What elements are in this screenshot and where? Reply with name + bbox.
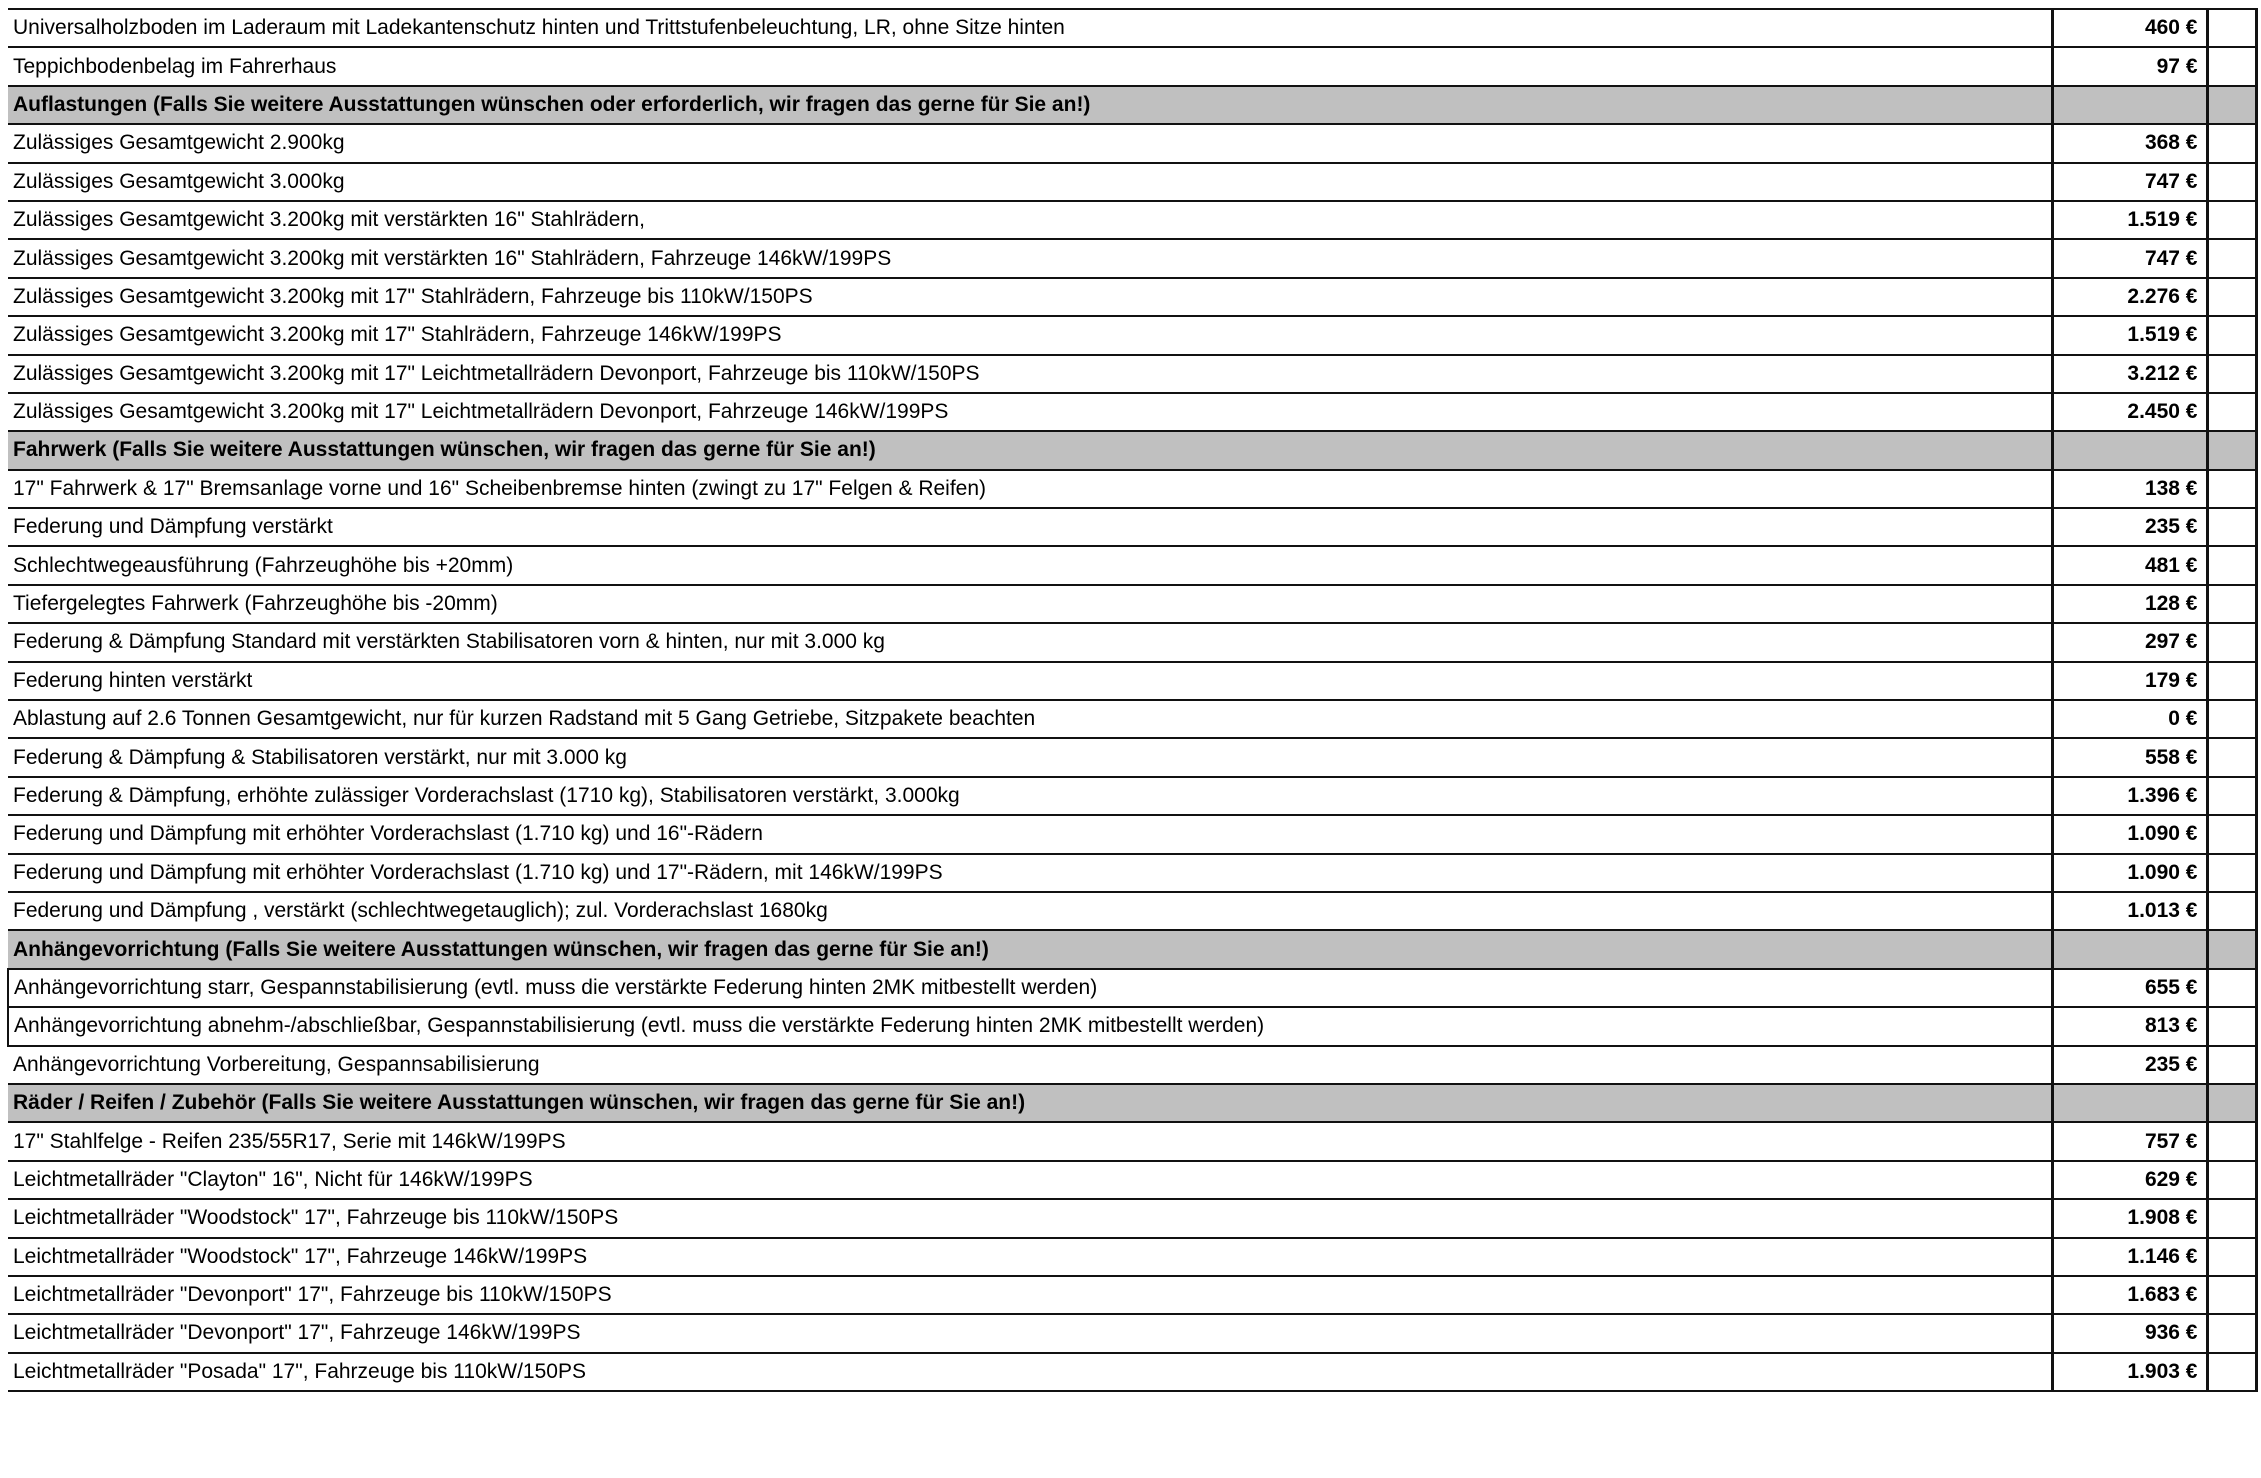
item-price: 128 € <box>2052 585 2207 623</box>
item-description: Leichtmetallräder "Woodstock" 17", Fahrzeuge bis 110kW/150PS <box>8 1199 2052 1237</box>
empty-cell <box>2207 1276 2256 1314</box>
section-header-row <box>8 86 2256 124</box>
table-row <box>8 163 2256 201</box>
empty-cell <box>2207 930 2256 968</box>
item-price: 297 € <box>2052 623 2207 661</box>
empty-cell <box>2207 546 2256 584</box>
item-price: 235 € <box>2052 508 2207 546</box>
item-price: 1.519 € <box>2052 316 2207 354</box>
item-price: 1.903 € <box>2052 1353 2207 1391</box>
item-description: Federung und Dämpfung mit erhöhter Vorderachslast (1.710 kg) und 17"-Rädern, mit 146kW/199PS <box>8 854 2052 892</box>
item-price: 138 € <box>2052 470 2207 508</box>
table-row <box>8 969 2256 1007</box>
item-price: 655 € <box>2052 969 2207 1007</box>
table-row <box>8 124 2256 162</box>
item-price: 368 € <box>2052 124 2207 162</box>
empty-cell <box>2207 9 2256 47</box>
empty-cell <box>2207 585 2256 623</box>
empty-cell <box>2207 163 2256 201</box>
table-row <box>8 393 2256 431</box>
item-description: Federung hinten verstärkt <box>8 662 2052 700</box>
empty-cell <box>2207 316 2256 354</box>
item-price: 179 € <box>2052 662 2207 700</box>
empty-cell <box>2207 1238 2256 1276</box>
empty-cell <box>2207 854 2256 892</box>
table-row <box>8 1238 2256 1276</box>
empty-cell <box>2207 508 2256 546</box>
item-description: Leichtmetallräder "Devonport" 17", Fahrzeuge 146kW/199PS <box>8 1314 2052 1352</box>
item-price: 1.396 € <box>2052 777 2207 815</box>
table-row <box>8 47 2256 85</box>
table-row <box>8 1314 2256 1352</box>
table-row <box>8 1046 2256 1084</box>
item-description: Anhängevorrichtung Vorbereitung, Gespannsabilisierung <box>8 1046 2052 1084</box>
item-price: 1.908 € <box>2052 1199 2207 1237</box>
empty-cell <box>2207 662 2256 700</box>
section-title: Räder / Reifen / Zubehör (Falls Sie weitere Ausstattungen wünschen, wir fragen das gerne für Sie an!) <box>8 1084 2052 1122</box>
table-row <box>8 738 2256 776</box>
item-description: Anhängevorrichtung abnehm-/abschließbar, Gespannstabilisierung (evtl. muss die verstärkte Federung hinten 2MK mitbestellt werden) <box>8 1007 2052 1045</box>
section-header-row <box>8 431 2256 469</box>
item-price: 1.519 € <box>2052 201 2207 239</box>
item-price: 1.013 € <box>2052 892 2207 930</box>
empty-cell <box>2207 470 2256 508</box>
empty-cell <box>2207 47 2256 85</box>
empty-cell <box>2207 1314 2256 1352</box>
empty-cell <box>2207 777 2256 815</box>
price-list-table <box>7 8 2258 1392</box>
item-description: Tiefergelegtes Fahrwerk (Fahrzeughöhe bis -20mm) <box>8 585 2052 623</box>
item-price <box>2052 431 2207 469</box>
table-row <box>8 623 2256 661</box>
table-row <box>8 892 2256 930</box>
item-price: 1.146 € <box>2052 1238 2207 1276</box>
item-price <box>2052 86 2207 124</box>
empty-cell <box>2207 124 2256 162</box>
empty-cell <box>2207 969 2256 1007</box>
table-row <box>8 1007 2256 1045</box>
item-description: 17" Fahrwerk & 17" Bremsanlage vorne und 16" Scheibenbremse hinten (zwingt zu 17" Felgen & Reifen) <box>8 470 2052 508</box>
empty-cell <box>2207 892 2256 930</box>
empty-cell <box>2207 86 2256 124</box>
empty-cell <box>2207 815 2256 853</box>
item-description: 17" Stahlfelge - Reifen 235/55R17, Serie mit 146kW/199PS <box>8 1122 2052 1160</box>
table-row <box>8 1161 2256 1199</box>
empty-cell <box>2207 239 2256 277</box>
item-price: 629 € <box>2052 1161 2207 1199</box>
item-price: 2.276 € <box>2052 278 2207 316</box>
item-price: 558 € <box>2052 738 2207 776</box>
section-title: Anhängevorrichtung (Falls Sie weitere Ausstattungen wünschen, wir fragen das gerne für Sie an!) <box>8 930 2052 968</box>
item-price: 1.090 € <box>2052 854 2207 892</box>
item-description: Anhängevorrichtung starr, Gespannstabilisierung (evtl. muss die verstärkte Federung hinten 2MK mitbestellt werden) <box>8 969 2052 1007</box>
table-row <box>8 662 2256 700</box>
table-row <box>8 316 2256 354</box>
empty-cell <box>2207 355 2256 393</box>
item-description: Leichtmetallräder "Devonport" 17", Fahrzeuge bis 110kW/150PS <box>8 1276 2052 1314</box>
item-price: 1.683 € <box>2052 1276 2207 1314</box>
empty-cell <box>2207 623 2256 661</box>
item-description: Zulässiges Gesamtgewicht 3.200kg mit 17" Leichtmetallrädern Devonport, Fahrzeuge bis 110kW/150PS <box>8 355 2052 393</box>
table-row <box>8 9 2256 47</box>
empty-cell <box>2207 1199 2256 1237</box>
table-row <box>8 239 2256 277</box>
empty-cell <box>2207 393 2256 431</box>
item-price: 757 € <box>2052 1122 2207 1160</box>
item-price: 813 € <box>2052 1007 2207 1045</box>
section-header-row <box>8 1084 2256 1122</box>
item-description: Zulässiges Gesamtgewicht 3.200kg mit 17" Stahlrädern, Fahrzeuge bis 110kW/150PS <box>8 278 2052 316</box>
item-price: 481 € <box>2052 546 2207 584</box>
item-price: 460 € <box>2052 9 2207 47</box>
table-row <box>8 700 2256 738</box>
item-description: Zulässiges Gesamtgewicht 3.200kg mit verstärkten 16" Stahlrädern, <box>8 201 2052 239</box>
empty-cell <box>2207 278 2256 316</box>
empty-cell <box>2207 1122 2256 1160</box>
item-description: Zulässiges Gesamtgewicht 3.200kg mit 17" Stahlrädern, Fahrzeuge 146kW/199PS <box>8 316 2052 354</box>
item-price <box>2052 1084 2207 1122</box>
item-description: Zulässiges Gesamtgewicht 3.200kg mit 17" Leichtmetallrädern Devonport, Fahrzeuge 146kW/199PS <box>8 393 2052 431</box>
table-row <box>8 1276 2256 1314</box>
table-row <box>8 1353 2256 1391</box>
item-description: Leichtmetallräder "Posada" 17", Fahrzeuge bis 110kW/150PS <box>8 1353 2052 1391</box>
item-description: Zulässiges Gesamtgewicht 3.200kg mit verstärkten 16" Stahlrädern, Fahrzeuge 146kW/199PS <box>8 239 2052 277</box>
table-row <box>8 278 2256 316</box>
item-description: Federung und Dämpfung verstärkt <box>8 508 2052 546</box>
item-description: Leichtmetallräder "Clayton" 16", Nicht für 146kW/199PS <box>8 1161 2052 1199</box>
item-price: 747 € <box>2052 163 2207 201</box>
table-row <box>8 508 2256 546</box>
item-price: 1.090 € <box>2052 815 2207 853</box>
table-row <box>8 470 2256 508</box>
section-header-row <box>8 930 2256 968</box>
item-price: 0 € <box>2052 700 2207 738</box>
item-description: Schlechtwegeausführung (Fahrzeughöhe bis +20mm) <box>8 546 2052 584</box>
section-title: Auflastungen (Falls Sie weitere Ausstattungen wünschen oder erforderlich, wir fragen das gerne für Sie an!) <box>8 86 2052 124</box>
item-description: Federung & Dämpfung Standard mit verstärkten Stabilisatoren vorn & hinten, nur mit 3.000 kg <box>8 623 2052 661</box>
item-description: Zulässiges Gesamtgewicht 2.900kg <box>8 124 2052 162</box>
item-price: 936 € <box>2052 1314 2207 1352</box>
table-row <box>8 777 2256 815</box>
table-row <box>8 201 2256 239</box>
empty-cell <box>2207 1084 2256 1122</box>
table-row <box>8 854 2256 892</box>
table-row <box>8 546 2256 584</box>
empty-cell <box>2207 201 2256 239</box>
empty-cell <box>2207 700 2256 738</box>
item-description: Federung & Dämpfung, erhöhte zulässiger Vorderachslast (1710 kg), Stabilisatoren verstärkt, 3.000kg <box>8 777 2052 815</box>
section-title: Fahrwerk (Falls Sie weitere Ausstattungen wünschen, wir fragen das gerne für Sie an!) <box>8 431 2052 469</box>
item-description: Leichtmetallräder "Woodstock" 17", Fahrzeuge 146kW/199PS <box>8 1238 2052 1276</box>
empty-cell <box>2207 431 2256 469</box>
empty-cell <box>2207 1007 2256 1045</box>
item-description: Ablastung auf 2.6 Tonnen Gesamtgewicht, nur für kurzen Radstand mit 5 Gang Getriebe, Sitzpakete beachten <box>8 700 2052 738</box>
item-price: 747 € <box>2052 239 2207 277</box>
empty-cell <box>2207 1161 2256 1199</box>
empty-cell <box>2207 1353 2256 1391</box>
item-description: Federung & Dämpfung & Stabilisatoren verstärkt, nur mit 3.000 kg <box>8 738 2052 776</box>
table-row <box>8 355 2256 393</box>
table-row <box>8 815 2256 853</box>
table-row <box>8 1199 2256 1237</box>
item-description: Zulässiges Gesamtgewicht 3.000kg <box>8 163 2052 201</box>
item-price <box>2052 930 2207 968</box>
item-description: Federung und Dämpfung mit erhöhter Vorderachslast (1.710 kg) und 16"-Rädern <box>8 815 2052 853</box>
item-price: 235 € <box>2052 1046 2207 1084</box>
item-description: Universalholzboden im Laderaum mit Ladekantenschutz hinten und Trittstufenbeleuchtung, LR, ohne Sitze hinten <box>8 9 2052 47</box>
item-description: Federung und Dämpfung , verstärkt (schlechtwegetauglich); zul. Vorderachslast 1680kg <box>8 892 2052 930</box>
item-price: 97 € <box>2052 47 2207 85</box>
item-description: Teppichbodenbelag im Fahrerhaus <box>8 47 2052 85</box>
table-row <box>8 1122 2256 1160</box>
item-price: 2.450 € <box>2052 393 2207 431</box>
empty-cell <box>2207 738 2256 776</box>
empty-cell <box>2207 1046 2256 1084</box>
price-list-body <box>8 9 2256 1391</box>
item-price: 3.212 € <box>2052 355 2207 393</box>
table-row <box>8 585 2256 623</box>
